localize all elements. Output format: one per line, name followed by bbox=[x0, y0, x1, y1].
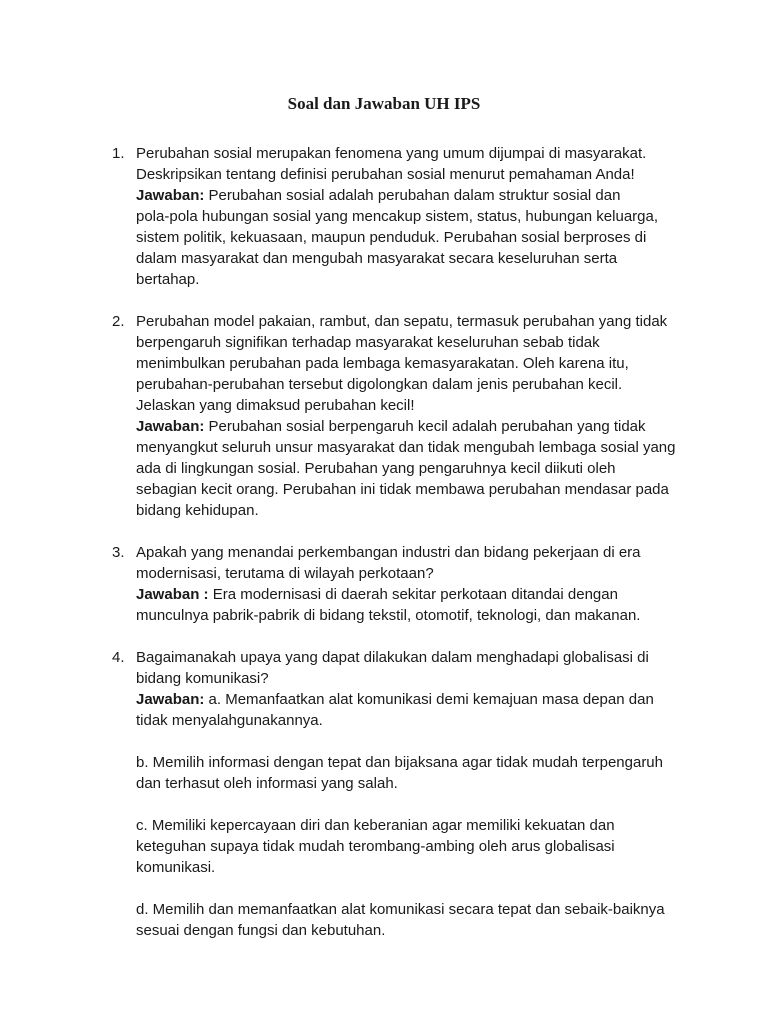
question-text-line: Deskripsikan tentang definisi perubahan sosial menurut pemahaman Anda! bbox=[136, 166, 635, 183]
answer-text-line: ada di lingkungan sosial. Perubahan yang pengaruhnya kecil diikuti oleh bbox=[136, 460, 616, 477]
answer-text-line: bertahap. bbox=[136, 271, 200, 288]
paragraph-gap bbox=[136, 731, 682, 752]
answer-first-line bbox=[136, 416, 682, 437]
question-text-line: Bagaimanakah upaya yang dapat dilakukan dalam menghadapi globalisasi di bbox=[136, 649, 649, 666]
answer-text-line: munculnya pabrik-pabrik di bidang tekstil, otomotif, teknologi, dan makanan. bbox=[136, 607, 641, 624]
sub-answer-line: dan terhasut oleh informasi yang salah. bbox=[136, 775, 398, 792]
question-text-line: Perubahan sosial merupakan fenomena yang umum dijumpai di masyarakat. bbox=[136, 145, 647, 162]
sub-answer-line: d. Memilih dan memanfaatkan alat komunikasi secara tepat dan sebaik-baiknya bbox=[136, 901, 665, 918]
answer-label: Jawaban: bbox=[136, 187, 205, 204]
answer-text: a. Memanfaatkan alat komunikasi demi kemajuan masa depan dan bbox=[204, 691, 654, 708]
question-text-line: Perubahan model pakaian, rambut, dan sepatu, termasuk perubahan yang tidak bbox=[136, 313, 668, 330]
paragraph-gap bbox=[136, 878, 682, 899]
question-item bbox=[112, 542, 682, 626]
answer-text: Perubahan sosial adalah perubahan dalam struktur sosial dan bbox=[204, 187, 621, 204]
answer-first-line bbox=[136, 689, 682, 710]
question-text-line: modernisasi, terutama di wilayah perkotaan? bbox=[136, 565, 434, 582]
answer-text-line: menyangkut seluruh unsur masyarakat dan tidak mengubah lembaga sosial yang bbox=[136, 439, 676, 456]
question-number: 2. bbox=[112, 313, 125, 330]
answer-first-line bbox=[136, 185, 682, 206]
answer-first-line bbox=[136, 584, 682, 605]
answer-label: Jawaban: bbox=[136, 691, 205, 708]
sub-answer-line: c. Memiliki kepercayaan diri dan keberanian agar memiliki kekuatan dan bbox=[136, 817, 615, 834]
answer-text-line: pola-pola hubungan sosial yang mencakup sistem, status, hubungan keluarga, bbox=[136, 208, 659, 225]
page-title: Soal dan Jawaban UH IPS bbox=[287, 94, 481, 113]
paragraph-gap bbox=[136, 794, 682, 815]
question-item bbox=[112, 647, 682, 941]
question-item bbox=[112, 311, 682, 521]
answer-text-line: bidang kehidupan. bbox=[136, 502, 259, 519]
sub-answer-line: b. Memilih informasi dengan tepat dan bijaksana agar tidak mudah terpengaruh bbox=[136, 754, 663, 771]
question-list bbox=[112, 143, 682, 962]
answer-label: Jawaban : bbox=[136, 586, 209, 603]
question-text-line: Jelaskan yang dimaksud perubahan kecil! bbox=[136, 397, 415, 414]
sub-answer-line: komunikasi. bbox=[136, 859, 216, 876]
sub-answer-line: keteguhan supaya tidak mudah terombang-ambing oleh arus globalisasi bbox=[136, 838, 615, 855]
answer-text: Perubahan sosial berpengaruh kecil adalah perubahan yang tidak bbox=[204, 418, 646, 435]
question-item bbox=[112, 143, 682, 290]
question-number: 4. bbox=[112, 649, 125, 666]
answer-text-line: tidak menyalahgunakannya. bbox=[136, 712, 323, 729]
answer-text-line: sebagian kecit orang. Perubahan ini tidak membawa perubahan mendasar pada bbox=[136, 481, 669, 498]
answer-label: Jawaban: bbox=[136, 418, 205, 435]
question-number: 3. bbox=[112, 544, 125, 561]
question-text-line: Apakah yang menandai perkembangan industri dan bidang pekerjaan di era bbox=[136, 544, 641, 561]
question-text-line: berpengaruh signifikan terhadap masyarakat keseluruhan sebab tidak bbox=[136, 334, 600, 351]
question-text-line: bidang komunikasi? bbox=[136, 670, 269, 687]
answer-text-line: sistem politik, kekuasaan, maupun penduduk. Perubahan sosial berproses di bbox=[136, 229, 647, 246]
question-number: 1. bbox=[112, 145, 125, 162]
question-text-line: perubahan-perubahan tersebut digolongkan dalam jenis perubahan kecil. bbox=[136, 376, 623, 393]
question-text-line: menimbulkan perubahan pada lembaga kemasyarakatan. Oleh karena itu, bbox=[136, 355, 629, 372]
sub-answer-line: sesuai dengan fungsi dan kebutuhan. bbox=[136, 922, 386, 939]
answer-text-line: dalam masyarakat dan mengubah masyarakat secara keseluruhan serta bbox=[136, 250, 618, 267]
answer-text: Era modernisasi di daerah sekitar perkotaan ditandai dengan bbox=[208, 586, 618, 603]
